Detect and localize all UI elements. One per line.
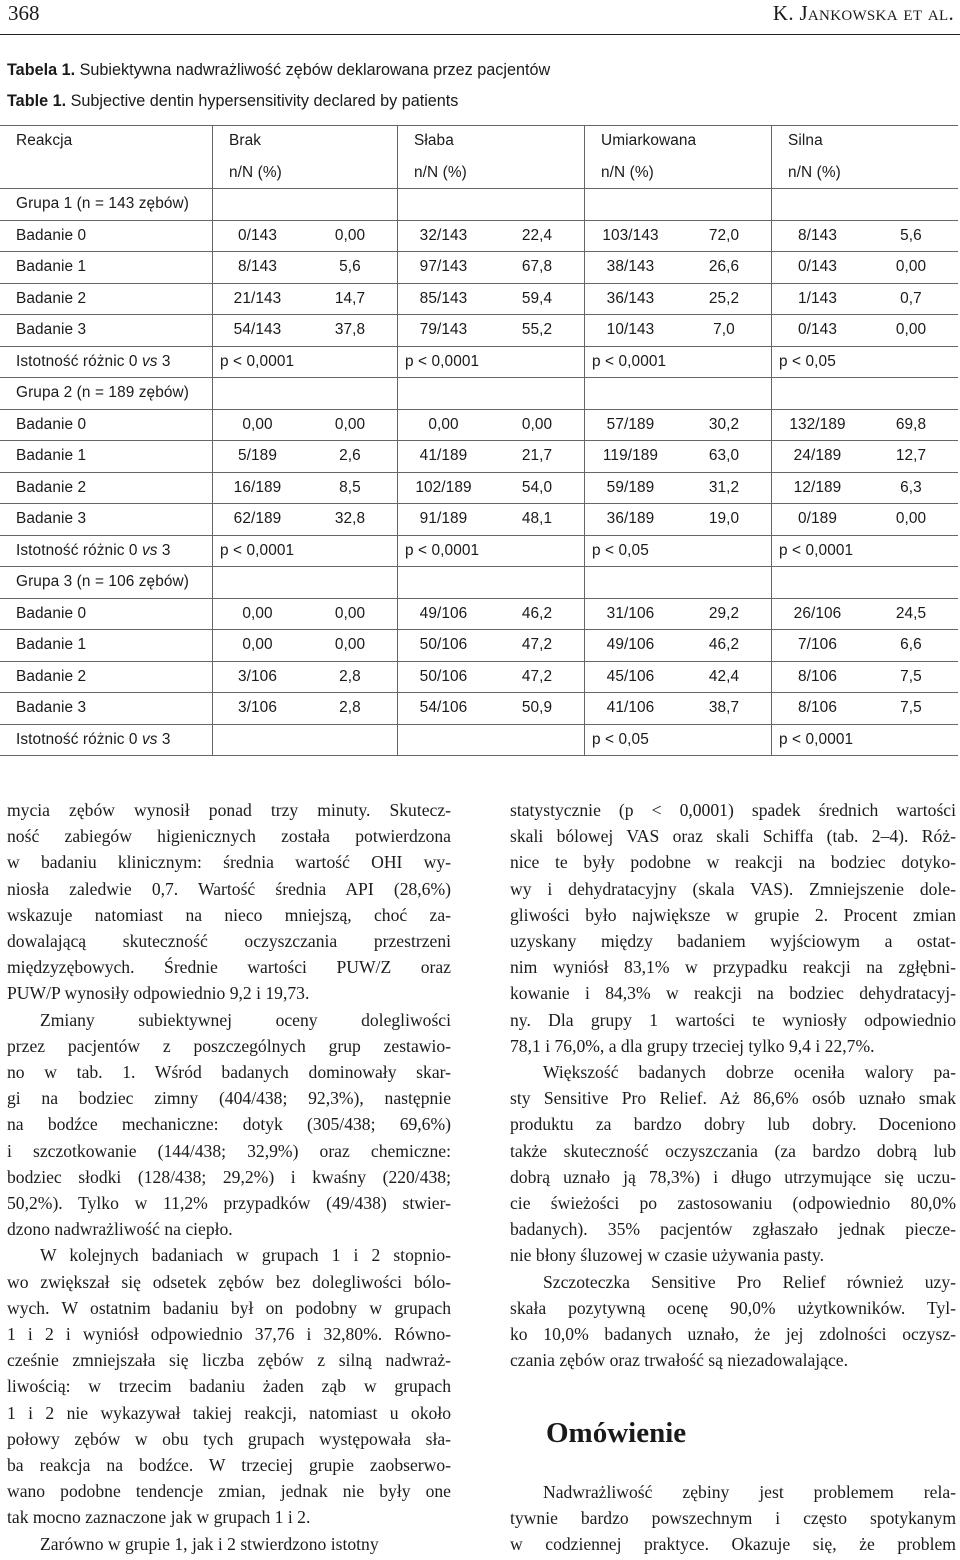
table-cell: 69,8: [895, 415, 927, 433]
text-line: tywnie bardzo powszechnym i często spotykanym: [510, 1508, 956, 1529]
text-line: ny. Dla grupy 1 wartości te wyniosły odpowiednio: [510, 1009, 956, 1030]
table-cell: 47,2: [521, 636, 553, 653]
text-line: Większość badanych dobrze oceniła walory pa-: [543, 1062, 956, 1082]
group-title: Grupa 1 (n = 143 zębów): [16, 195, 189, 212]
table-cell: 54,0: [521, 478, 553, 496]
table-column-rule: [397, 125, 398, 755]
group-title: Grupa 3 (n = 106 zębów): [16, 573, 189, 590]
table-row-rule: [0, 346, 958, 347]
significance-label: [16, 541, 171, 561]
text-line: także skuteczność oczyszczania (za bardzo dobrą lub: [510, 1140, 956, 1161]
p-value: p < 0,0001: [592, 352, 667, 370]
table-cell: 0,00: [334, 226, 366, 244]
table-cell: 59/189: [606, 478, 655, 496]
text-line: dobrą uznało ją 78,3%) i długo utrzymujące się uczu-: [510, 1166, 956, 1187]
table-row-rule: [0, 629, 958, 630]
table-cell: 41/189: [419, 447, 468, 464]
p-value: p < 0,0001: [779, 730, 854, 748]
table-cell: 0,00: [428, 415, 459, 433]
table-cell: 29,2: [708, 604, 740, 622]
text-line: wy i dehydratacyjny (skala VAS). Zmniejszenie dole-: [510, 878, 956, 899]
text-line: badanych). 35% pacjentów zgłaszało jednak piecze-: [510, 1219, 956, 1240]
text-line: statystycznie (p < 0,0001) spadek średnich wartości: [510, 800, 956, 820]
row-label: Badanie 3: [16, 510, 87, 527]
table-cell: 47,2: [521, 667, 553, 685]
table-row-rule: [0, 503, 958, 504]
row-label: Badanie 0: [16, 226, 87, 244]
table-cell: 42,4: [708, 667, 740, 685]
significance-label-text: Istotność różnic 0: [16, 541, 142, 559]
row-label: Badanie 2: [16, 478, 87, 496]
table-cell: 7,5: [900, 699, 922, 716]
table-cell: 0,00: [334, 415, 366, 433]
table-row-rule: [0, 724, 958, 725]
results-table: [0, 125, 958, 760]
table-cell: 2,8: [339, 667, 361, 685]
table-cell: 31,2: [708, 478, 740, 496]
significance-label-tail: 3: [157, 352, 171, 370]
text-line: 1 i 2 nie wykazywał takiej reakcji, natomiast u około: [7, 1402, 451, 1423]
column-header: Słaba: [414, 132, 454, 149]
table-cell: 16/189: [233, 478, 282, 496]
table-cell: 0/143: [237, 226, 277, 244]
table-cell: 19,0: [708, 510, 740, 527]
text-line: połowy zębów w obu tych grupach występowała sła-: [7, 1428, 451, 1449]
text-line: dzono nadwrażliwość na ciepło.: [7, 1219, 233, 1240]
table-cell: 6,3: [900, 478, 922, 496]
text-line: wskazuje natomiast na nieco mniejszą, choć za-: [7, 904, 451, 925]
text-line: wych. W ostatnim badaniu był on podobny w grupach: [7, 1297, 451, 1318]
text-line: nim wyniósł 83,1% w przypadku reakcji na zgłębni-: [510, 957, 956, 978]
text-line: bodziec słodki (128/438; 29,2%) i kwaśny (220/438;: [7, 1166, 451, 1187]
significance-label: [16, 352, 171, 372]
table-cell: 5,6: [339, 258, 361, 275]
text-line: Szczoteczka Sensitive Pro Relief również uzy-: [543, 1271, 956, 1292]
table-cell: 2,8: [339, 699, 361, 716]
table-cell: 50/106: [419, 636, 468, 653]
table-row-rule: [0, 251, 958, 252]
table-cell: 8,5: [339, 478, 361, 496]
table-column-rule: [212, 125, 213, 755]
row-label: Badanie 3: [16, 321, 87, 338]
text-line: Nadwrażliwość zębiny jest problemem rela-: [543, 1482, 956, 1502]
table-cell: 2,6: [339, 447, 361, 464]
text-line: Zmiany subiektywnej oceny dolegliwości: [40, 1009, 451, 1030]
table-cell: 0,00: [895, 321, 927, 338]
table-cell: 24/189: [793, 447, 842, 464]
table-row-rule: [0, 535, 958, 536]
table-cell: 45/106: [606, 667, 655, 685]
p-value: p < 0,0001: [405, 541, 480, 559]
table-cell: 46,2: [708, 636, 740, 653]
column-header: Silna: [788, 132, 823, 149]
table-cell: 48,1: [521, 510, 553, 527]
column-header: Brak: [229, 132, 262, 149]
table-cell: 10/143: [606, 321, 655, 338]
table-cell: 38,7: [708, 699, 740, 716]
column-subheader: n/N (%): [229, 163, 282, 181]
table-cell: 7/106: [797, 636, 837, 653]
table-cell: 12,7: [895, 447, 927, 464]
text-line: ba reakcja na bodźce. W trzeciej grupie zaobserwo-: [7, 1455, 451, 1475]
table-cell: 79/143: [419, 321, 468, 338]
table-cell: 31/106: [606, 604, 655, 622]
table-cell: 0,00: [242, 604, 273, 622]
text-line: ność zabiegów higienicznych została potwierdzona: [7, 826, 451, 847]
row-label: Badanie 1: [16, 636, 87, 653]
table-row-rule: [0, 283, 958, 284]
table-row-rule: [0, 314, 958, 315]
row-label: Badanie 2: [16, 289, 87, 307]
table-cell: 38/143: [606, 258, 655, 275]
table-cell: 8/143: [797, 226, 837, 244]
text-line: 1 i 2 i wyniósł odpowiednio 37,76 i 32,80%. Równo-: [7, 1324, 451, 1344]
table-cell: 50/106: [419, 667, 468, 685]
section-heading: Omówienie: [546, 1417, 687, 1449]
text-line: niosła zaledwie 0,7. Wartość średnia API (28,6%): [7, 878, 451, 899]
p-value: p < 0,05: [592, 541, 649, 559]
text-line: w badaniu klinicznym: średnia wartość OHI wy-: [7, 852, 451, 873]
column-header: Umiarkowana: [601, 132, 697, 149]
significance-label: [16, 730, 171, 750]
p-value: p < 0,0001: [779, 541, 854, 559]
table-row-rule: [0, 755, 958, 756]
table-cell: 62/189: [233, 510, 282, 527]
table-caption-en: [7, 92, 458, 111]
caption-label: Tabela 1.: [7, 61, 76, 79]
table-cell: 14,7: [334, 289, 366, 307]
table-cell: 0/143: [797, 321, 837, 338]
table-cell: 26/106: [793, 604, 842, 622]
table-column-rule: [771, 125, 772, 755]
table-cell: 63,0: [708, 447, 740, 464]
table-cell: 0,00: [242, 415, 273, 433]
group-title: Grupa 2 (n = 189 zębów): [16, 384, 189, 401]
table-cell: 24,5: [895, 604, 927, 622]
versus-text: vs: [141, 541, 158, 559]
table-cell: 36/143: [606, 289, 655, 307]
text-line: cie świeżości po zastosowaniu (odpowiednio 80,0%: [510, 1193, 956, 1213]
table-header-rule: [0, 188, 958, 189]
table-cell: 0,00: [334, 636, 366, 653]
table-row-rule: [0, 377, 958, 378]
text-line: mycia zębów wynosił ponad trzy minuty. Skutecz-: [7, 800, 451, 820]
significance-label-tail: 3: [157, 541, 171, 559]
text-line: produktu za bardzo dobry lub dobry. Doceniono: [510, 1114, 956, 1135]
page-number: 368: [8, 1, 40, 25]
table-cell: 7,0: [713, 321, 735, 338]
text-line: gi na bodziec zimny (404/438; 92,3%), następnie: [7, 1088, 451, 1109]
table-cell: 72,0: [708, 226, 740, 244]
table-cell: 0,00: [895, 258, 927, 275]
text-line: nice te były podobne w reakcji na bodziec dotyko-: [510, 852, 956, 873]
table-cell: 7,5: [900, 667, 922, 685]
text-line: dowalającą skuteczność oczyszczania przestrzeni: [7, 931, 451, 951]
text-line: gliwości było największe w grupie 2. Procent zmian: [510, 904, 956, 925]
text-line: W kolejnych badaniach w grupach 1 i 2 stopnio-: [40, 1245, 451, 1266]
table-cell: 54/106: [419, 699, 468, 716]
p-value: p < 0,0001: [220, 541, 295, 559]
table-row-rule: [0, 692, 958, 693]
table-cell: 26,6: [708, 258, 740, 275]
table-cell: 6,6: [900, 636, 922, 653]
text-line: skała pozytywną ocenę 90,0% użytkowników. Tyl-: [510, 1297, 956, 1318]
column-subheader: n/N (%): [414, 163, 467, 181]
table-cell: 37,8: [334, 321, 366, 338]
significance-label-text: Istotność różnic 0: [16, 352, 142, 370]
text-line: wo zwiększał się odsetek zębów bez dolegliwości bólo-: [7, 1271, 451, 1292]
column-subheader: n/N (%): [788, 163, 841, 181]
row-label: Badanie 0: [16, 604, 87, 622]
table-cell: 119/189: [602, 447, 659, 464]
text-line: no w tab. 1. Wśród badanych dominowały skar-: [7, 1062, 451, 1082]
caption-text: Subjective dentin hypersensitivity declared by patients: [66, 92, 459, 110]
row-label: Badanie 0: [16, 415, 87, 433]
table-caption-pl: [7, 61, 550, 80]
table-cell: 32,8: [334, 510, 366, 527]
text-line: międzyzębowych. Średnie wartości PUW/Z oraz: [7, 957, 451, 978]
table-cell: 5/189: [237, 447, 277, 464]
table-cell: 21/143: [233, 289, 282, 307]
text-line: liwością: w trzecim badaniu żaden ząb w grupach: [7, 1376, 451, 1397]
table-cell: 97/143: [419, 258, 468, 275]
text-line: przez pacjentów z poszczególnych grup zestawio-: [7, 1035, 451, 1056]
column-subheader: n/N (%): [601, 163, 654, 181]
table-cell: 49/106: [606, 636, 655, 653]
significance-label-tail: 3: [157, 730, 171, 748]
running-head: K. Jankowska et al.: [772, 1, 954, 25]
table-cell: 1/143: [797, 289, 837, 307]
table-cell: 55,2: [521, 321, 553, 338]
table-cell: 8/143: [237, 258, 277, 275]
row-label: Badanie 3: [16, 699, 87, 716]
table-cell: 54/143: [233, 321, 282, 338]
caption-label: Table 1.: [7, 92, 67, 110]
text-line: 50,2%). Tylko w 11,2% przypadków (49/438) stwier-: [7, 1193, 451, 1213]
table-cell: 3/106: [237, 699, 277, 716]
table-cell: 0,00: [895, 510, 927, 527]
table-row-rule: [0, 409, 958, 410]
table-cell: 132/189: [789, 415, 846, 433]
text-line: wano podobne tendencje zmian, jednak nie były one: [7, 1481, 451, 1502]
table-row-rule: [0, 440, 958, 441]
text-line: czania zębów oraz trwałość są niezadowalające.: [510, 1350, 848, 1371]
table-cell: 103/143: [602, 226, 659, 244]
text-line: i szczotkowanie (144/438; 32,9%) oraz chemiczne:: [7, 1140, 451, 1161]
table-cell: 46,2: [521, 604, 553, 622]
table-row-rule: [0, 220, 958, 221]
row-label: Badanie 1: [16, 447, 87, 464]
table-cell: 59,4: [521, 289, 553, 307]
table-rule-top: [0, 125, 958, 126]
text-line: Zarówno w grupie 1, jak i 2 stwierdzono istotny: [40, 1533, 379, 1554]
table-cell: 0/143: [797, 258, 837, 275]
table-cell: 5,6: [900, 226, 922, 244]
table-cell: 49/106: [419, 604, 468, 622]
table-cell: 22,4: [521, 226, 553, 244]
significance-label-text: Istotność różnic 0: [16, 730, 142, 748]
table-cell: 8/106: [797, 699, 837, 716]
text-line: uzyskany między badaniem wyjściowym a ostat-: [510, 931, 956, 951]
table-cell: 102/189: [415, 478, 472, 496]
p-value: p < 0,0001: [220, 352, 295, 370]
table-cell: 41/106: [606, 699, 655, 716]
table-cell: 36/189: [606, 510, 655, 527]
text-line: cześnie zmniejszała się liczba zębów z silną nadwraż-: [7, 1350, 451, 1371]
header-rule: [0, 34, 960, 35]
table-row-rule: [0, 598, 958, 599]
table-cell: 0,00: [334, 604, 366, 622]
table-row-rule: [0, 472, 958, 473]
table-cell: 12/189: [793, 478, 842, 496]
row-label: Badanie 1: [16, 258, 87, 275]
row-label: Badanie 2: [16, 667, 87, 685]
text-line: sty Sensitive Pro Relief. Aż 86,6% osób uznało smak: [510, 1088, 956, 1109]
versus-text: vs: [141, 352, 158, 370]
table-cell: 50,9: [521, 699, 553, 716]
table-cell: 0,00: [242, 636, 273, 653]
table-cell: 0/189: [797, 510, 837, 527]
text-line: PUW/P wynosiły odpowiednio 9,2 i 19,73.: [7, 983, 310, 1004]
text-line: kowanie i 84,3% w reakcji na bodziec dehydratacyj-: [510, 983, 956, 1004]
table-cell: 30,2: [708, 415, 740, 433]
table-cell: 0,00: [521, 415, 553, 433]
table-cell: 21,7: [521, 447, 553, 464]
table-cell: 3/106: [237, 667, 277, 685]
text-line: skali bólowej VAS oraz skali Schiffa (tab. 2–4). Róż-: [510, 826, 956, 847]
text-line: 78,1 i 76,0%, a dla grupy trzeciej tylko 9,4 i 22,7%.: [510, 1035, 875, 1056]
p-value: p < 0,05: [592, 730, 649, 748]
table-cell: 67,8: [521, 258, 553, 275]
table-cell: 91/189: [419, 510, 468, 527]
versus-text: vs: [141, 730, 158, 748]
table-cell: 85/143: [419, 289, 468, 307]
text-line: ko 10,0% badanych uznało, że jej zdolności oczysz-: [510, 1324, 956, 1344]
table-row-rule: [0, 566, 958, 567]
column-header: Reakcja: [16, 132, 73, 149]
table-cell: 8/106: [797, 667, 837, 685]
p-value: p < 0,05: [779, 352, 836, 370]
table-row-rule: [0, 661, 958, 662]
text-line: w codziennej praktyce. Okazuje się, że problem: [510, 1534, 956, 1555]
table-cell: 0,7: [900, 289, 922, 307]
caption-text: Subiektywna nadwrażliwość zębów deklarowana przez pacjentów: [75, 61, 551, 79]
text-line: tak mocno zaznaczone jak w grupach 1 i 2.: [7, 1507, 311, 1528]
table-column-rule: [584, 125, 585, 755]
table-cell: 32/143: [419, 226, 468, 244]
text-line: nie błony śluzowej w czasie używania pasty.: [510, 1245, 824, 1266]
table-cell: 57/189: [606, 415, 655, 433]
p-value: p < 0,0001: [405, 352, 480, 370]
table-cell: 25,2: [708, 289, 740, 307]
text-line: na bodźce mechaniczne: dotyk (305/438; 69,6%): [7, 1114, 451, 1135]
